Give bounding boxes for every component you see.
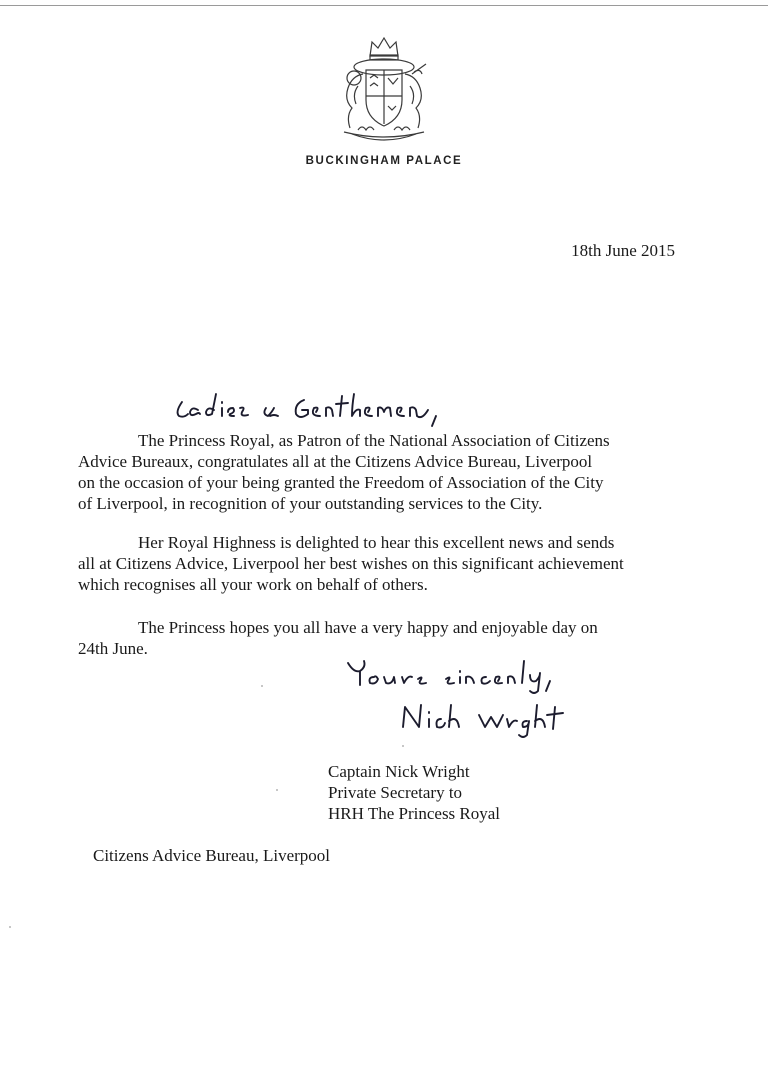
paragraph-line: all at Citizens Advice, Liverpool her best wishes on this significant achievement	[78, 554, 624, 573]
paper-speck	[402, 745, 404, 747]
paper-speck	[9, 926, 11, 928]
letterhead-title: BUCKINGHAM PALACE	[305, 155, 463, 167]
body-paragraph-1	[78, 430, 688, 514]
paragraph-line: 24th June.	[78, 639, 148, 658]
paragraph-line: Advice Bureaux, congratulates all at the Citizens Advice Bureau, Liverpool	[78, 452, 593, 471]
salutation-handwritten	[170, 386, 470, 430]
signature-handwritten	[395, 697, 585, 739]
signatory-title-line-2: HRH The Princess Royal	[328, 804, 501, 823]
royal-coat-of-arms-icon	[330, 34, 438, 146]
paragraph-line: The Princess hopes you all have a very happy and enjoyable day on	[138, 618, 598, 637]
signatory-title-line-1: Private Secretary to	[328, 783, 463, 802]
top-rule	[0, 5, 768, 6]
paragraph-line: The Princess Royal, as Patron of the National Association of Citizens	[138, 431, 610, 450]
paragraph-line: Her Royal Highness is delighted to hear this excellent news and sends	[138, 533, 615, 552]
paragraph-line: which recognises all your work on behalf of others.	[78, 575, 428, 594]
closing-handwritten	[340, 653, 580, 697]
paragraph-line: on the occasion of your being granted the Freedom of Association of the City	[78, 473, 604, 492]
paper-speck	[261, 685, 263, 687]
signature-block	[328, 761, 500, 824]
paper-speck	[276, 789, 278, 791]
signatory-name: Captain Nick Wright	[328, 762, 470, 781]
letter-date: 18th June 2015	[571, 241, 675, 260]
paragraph-line: of Liverpool, in recognition of your outstanding services to the City.	[78, 494, 543, 513]
recipient-address: Citizens Advice Bureau, Liverpool	[93, 846, 330, 865]
body-paragraph-2	[78, 532, 688, 595]
